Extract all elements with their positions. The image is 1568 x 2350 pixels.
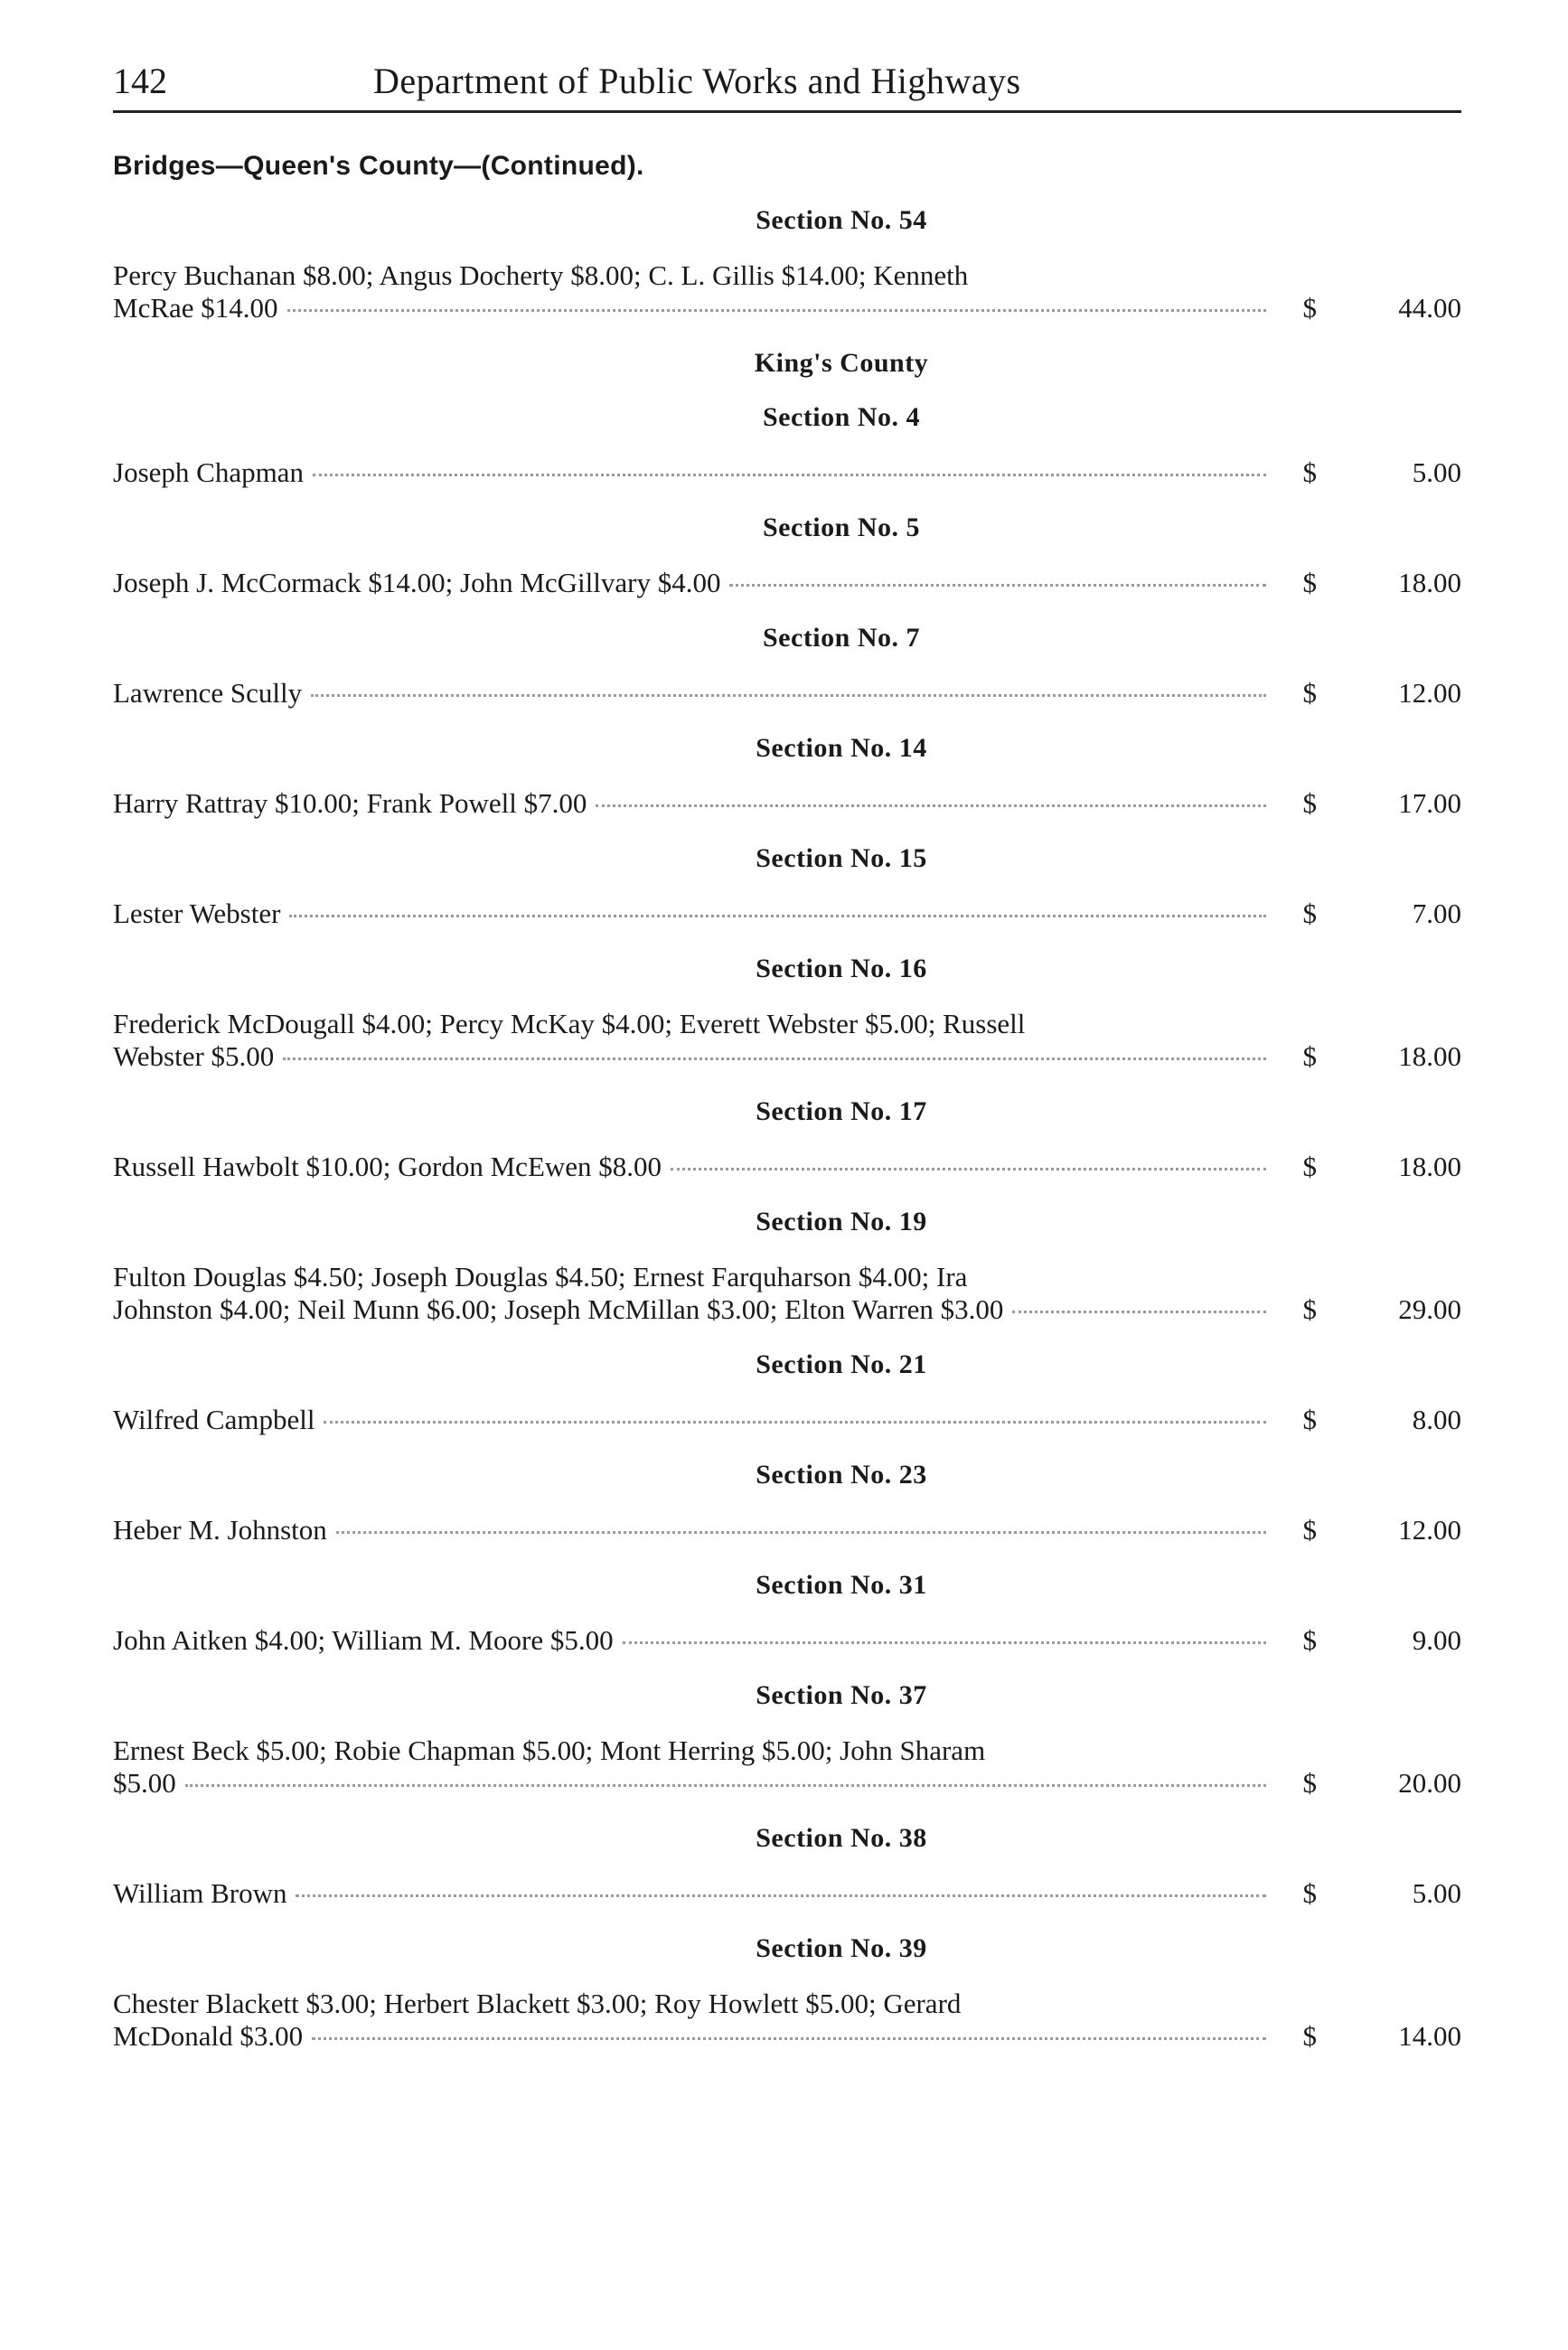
dot-leaders (336, 1531, 1266, 1534)
amount-value: 5.00 (1412, 1877, 1461, 1909)
dot-leaders (596, 804, 1266, 807)
entry-last-line (113, 898, 1272, 930)
section-heading: Section No. 16 (756, 954, 927, 983)
section-heading: Section No. 37 (756, 1680, 927, 1710)
ledger-entry (113, 1624, 1461, 1657)
ledger-entry (113, 1877, 1461, 1910)
currency-sign: $ (1302, 292, 1317, 324)
amount-value: 17.00 (1398, 787, 1461, 819)
currency-sign: $ (1302, 1514, 1317, 1546)
currency-sign: $ (1302, 787, 1317, 819)
ledger-section (113, 512, 1461, 599)
entry-text-line: Lester Webster (113, 898, 281, 929)
entry-text-line: Webster $5.00 (113, 1040, 275, 1072)
running-title: Department of Public Works and Highways (373, 61, 1021, 101)
dot-leaders (311, 694, 1266, 697)
ledger-entry (113, 1404, 1461, 1436)
entry-text-line: Frederick McDougall $4.00; Percy McKay $4.00; Everett Webster $5.00; Russell (113, 1008, 1026, 1039)
ledger-section (113, 1096, 1461, 1183)
entry-text-line: $5.00 (113, 1767, 176, 1799)
section-heading: Section No. 14 (756, 733, 927, 763)
currency-sign: $ (1302, 2020, 1317, 2052)
amount-value: 18.00 (1398, 567, 1461, 598)
document-page (113, 52, 1461, 2053)
currency-sign: $ (1302, 1877, 1317, 1909)
dot-leaders (1012, 1311, 1266, 1313)
ledger-entry (113, 567, 1461, 599)
ledger-entry (113, 1734, 1461, 1800)
entry-last-line (113, 1404, 1272, 1436)
entry-last-line (113, 2020, 1272, 2053)
dot-leaders (296, 1894, 1266, 1897)
section-heading: Section No. 39 (756, 1933, 927, 1963)
ledger-entry (113, 456, 1461, 489)
amount-value: 12.00 (1398, 677, 1461, 709)
entry-text-line: McDonald $3.00 (113, 2020, 304, 2052)
ledger-section (113, 1207, 1461, 1326)
entry-text-line: Joseph J. McCormack $14.00; John McGillvary $4.00 (113, 567, 721, 598)
ledger-entry (113, 677, 1461, 710)
entry-text-line: John Aitken $4.00; William M. Moore $5.00 (113, 1624, 614, 1656)
ledger-section (113, 1680, 1461, 1800)
entry-last-line (113, 1040, 1272, 1073)
dot-leaders (324, 1421, 1266, 1424)
amount-value: 20.00 (1398, 1767, 1461, 1799)
entry-last-line (113, 292, 1272, 324)
ledger-section (113, 733, 1461, 820)
ledger-entry (113, 898, 1461, 930)
ledger-entry (113, 1261, 1461, 1326)
ledger-entry (113, 1151, 1461, 1183)
amount-value: 18.00 (1398, 1040, 1461, 1072)
currency-sign: $ (1302, 1151, 1317, 1182)
amount-value: 44.00 (1398, 292, 1461, 324)
entry-text-line: Harry Rattray $10.00; Frank Powell $7.00 (113, 787, 587, 819)
document-heading: Bridges—Queen's County—(Continued). (113, 151, 644, 181)
entry-text-line: Fulton Douglas $4.50; Joseph Douglas $4.50; Ernest Farquharson $4.00; Ira (113, 1261, 968, 1292)
currency-sign: $ (1302, 1624, 1317, 1656)
section-heading: Section No. 15 (756, 843, 927, 873)
entry-text-line: Heber M. Johnston (113, 1514, 327, 1546)
dot-leaders (185, 1784, 1266, 1787)
ledger-section (113, 1570, 1461, 1657)
section-heading: Section No. 38 (756, 1823, 927, 1853)
county-heading: King's County (754, 348, 929, 378)
entry-text-line: Russell Hawbolt $10.00; Gordon McEwen $8.00 (113, 1151, 662, 1182)
currency-sign: $ (1302, 1767, 1317, 1799)
amount-value: 12.00 (1398, 1514, 1461, 1546)
section-heading: Section No. 19 (756, 1207, 927, 1236)
ledger-section (113, 205, 1461, 324)
section-heading: Section No. 31 (756, 1570, 927, 1600)
entry-last-line (113, 787, 1272, 820)
amount-value: 18.00 (1398, 1151, 1461, 1182)
ledger-entry (113, 1988, 1461, 2053)
dot-leaders (289, 915, 1266, 917)
amount-value: 9.00 (1412, 1624, 1461, 1656)
entry-last-line (113, 567, 1272, 599)
amount-value: 8.00 (1412, 1404, 1461, 1435)
section-heading: Section No. 21 (756, 1349, 927, 1379)
entry-last-line (113, 1624, 1272, 1657)
currency-sign: $ (1302, 567, 1317, 598)
ledger-section (113, 1349, 1461, 1436)
ledger-section (113, 1823, 1461, 1910)
ledger-section (113, 402, 1461, 489)
entry-text-line: Chester Blackett $3.00; Herbert Blackett $3.00; Roy Howlett $5.00; Gerard (113, 1988, 962, 2019)
currency-sign: $ (1302, 677, 1317, 709)
entry-last-line (113, 1514, 1272, 1546)
section-heading: Section No. 54 (756, 205, 927, 235)
entry-text-line: Joseph Chapman (113, 456, 304, 488)
section-heading: Section No. 4 (763, 402, 920, 432)
ledger-entry (113, 259, 1461, 324)
currency-sign: $ (1302, 1404, 1317, 1435)
entry-text-line: McRae $14.00 (113, 292, 278, 324)
ledger-entry (113, 787, 1461, 820)
running-head (113, 52, 1461, 113)
dot-leaders (623, 1641, 1266, 1644)
currency-sign: $ (1302, 1040, 1317, 1072)
ledger-section (113, 1933, 1461, 2053)
entry-text-line: William Brown (113, 1877, 287, 1909)
amount-value: 29.00 (1398, 1293, 1461, 1325)
currency-sign: $ (1302, 456, 1317, 488)
ledger-section (113, 623, 1461, 710)
amount-value: 5.00 (1412, 456, 1461, 488)
currency-sign: $ (1302, 1293, 1317, 1325)
ledger-section (113, 1460, 1461, 1546)
entry-last-line (113, 1767, 1272, 1800)
section-heading: Section No. 7 (763, 623, 920, 653)
entry-text-line: Wilfred Campbell (113, 1404, 315, 1435)
ledger-content (113, 205, 1461, 2053)
entry-last-line (113, 1151, 1272, 1183)
entry-last-line (113, 1293, 1272, 1326)
dot-leaders (671, 1168, 1266, 1170)
ledger-entry (113, 1514, 1461, 1546)
section-heading: Section No. 23 (756, 1460, 927, 1490)
amount-value: 7.00 (1412, 898, 1461, 929)
section-heading: Section No. 5 (763, 512, 920, 542)
dot-leaders (287, 309, 1266, 312)
dot-leaders (313, 474, 1266, 476)
dot-leaders (283, 1058, 1266, 1060)
ledger-section (113, 954, 1461, 1073)
section-heading: Section No. 17 (756, 1096, 927, 1126)
entry-last-line (113, 456, 1272, 489)
entry-text-line: Johnston $4.00; Neil Munn $6.00; Joseph McMillan $3.00; Elton Warren $3.00 (113, 1293, 1004, 1325)
currency-sign: $ (1302, 898, 1317, 929)
dot-leaders (729, 584, 1266, 587)
dot-leaders (312, 2037, 1266, 2040)
entry-text-line: Ernest Beck $5.00; Robie Chapman $5.00; Mont Herring $5.00; John Sharam (113, 1734, 986, 1766)
ledger-section (113, 843, 1461, 930)
entry-last-line (113, 677, 1272, 710)
page-number: 142 (113, 61, 167, 101)
entry-text-line: Lawrence Scully (113, 677, 303, 709)
entry-last-line (113, 1877, 1272, 1910)
ledger-entry (113, 1008, 1461, 1073)
entry-text-line: Percy Buchanan $8.00; Angus Docherty $8.00; C. L. Gillis $14.00; Kenneth (113, 259, 969, 291)
amount-value: 14.00 (1398, 2020, 1461, 2052)
